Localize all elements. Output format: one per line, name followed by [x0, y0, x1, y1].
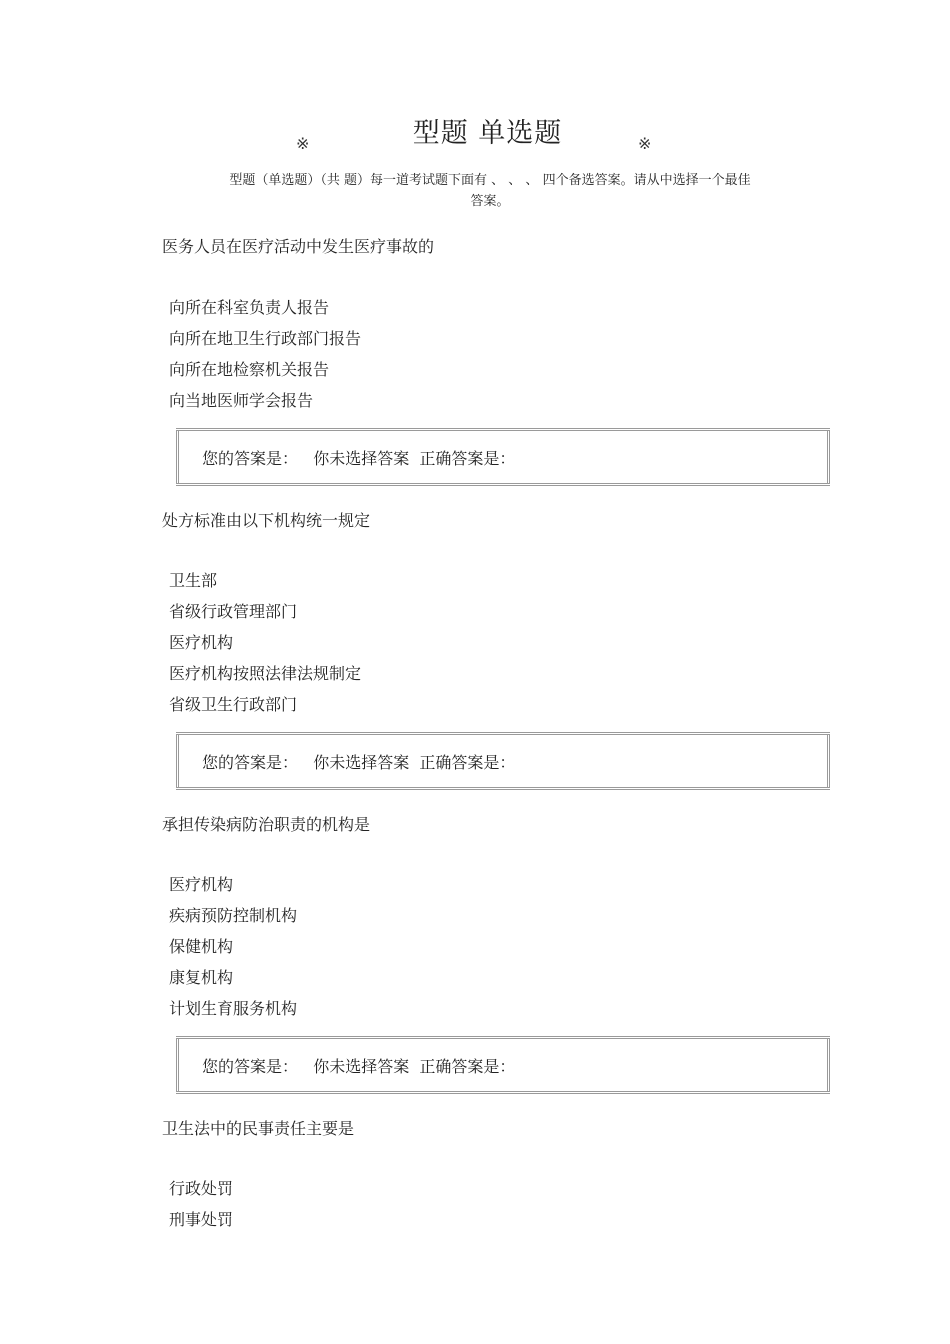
page-title: 型题 单选题: [412, 118, 563, 149]
question-stem: 卫生法中的民事责任主要是: [162, 1119, 355, 1138]
option-item[interactable]: 向所在科室负责人报告: [169, 298, 330, 317]
instructions: [160, 170, 820, 212]
option-item[interactable]: 行政处罚: [169, 1179, 234, 1198]
option-item[interactable]: 省级卫生行政部门: [169, 695, 298, 714]
question-stem: 处方标准由以下机构统一规定: [162, 511, 371, 530]
answer-status: 您的答案是： 你未选择答案 正确答案是：: [202, 1057, 516, 1076]
option-item[interactable]: 保健机构: [169, 937, 234, 956]
reference-mark-right: ※: [638, 134, 652, 153]
instructions-line-2: 答案。: [470, 194, 510, 209]
question-stem: 承担传染病防治职责的机构是: [162, 815, 371, 834]
option-item[interactable]: 疾病预防控制机构: [169, 906, 298, 925]
answer-box: [176, 1036, 830, 1094]
option-item[interactable]: 医疗机构: [169, 633, 234, 652]
instructions-line-1: 型题（单选题）（共 题）每一道考试题下面有 、 、 、 四个备选答案。请从中选择一个最佳: [229, 173, 751, 188]
option-item[interactable]: 计划生育服务机构: [169, 999, 298, 1018]
option-item[interactable]: 医疗机构: [169, 875, 234, 894]
option-item[interactable]: 向所在地卫生行政部门报告: [169, 329, 362, 348]
question-stem: 医务人员在医疗活动中发生医疗事故的: [162, 237, 435, 256]
option-item[interactable]: 医疗机构按照法律法规制定: [169, 664, 362, 683]
answer-box: [176, 732, 830, 790]
option-item[interactable]: 康复机构: [169, 968, 234, 987]
option-item[interactable]: 向所在地检察机关报告: [169, 360, 330, 379]
option-item[interactable]: 省级行政管理部门: [169, 602, 298, 621]
reference-mark-left: ※: [296, 134, 310, 153]
option-item[interactable]: 卫生部: [169, 571, 218, 590]
option-item[interactable]: 向当地医师学会报告: [169, 391, 314, 410]
answer-status: 您的答案是： 你未选择答案 正确答案是：: [202, 449, 516, 468]
answer-status: 您的答案是： 你未选择答案 正确答案是：: [202, 753, 516, 772]
option-item[interactable]: 刑事处罚: [169, 1210, 234, 1229]
answer-box: [176, 428, 830, 486]
